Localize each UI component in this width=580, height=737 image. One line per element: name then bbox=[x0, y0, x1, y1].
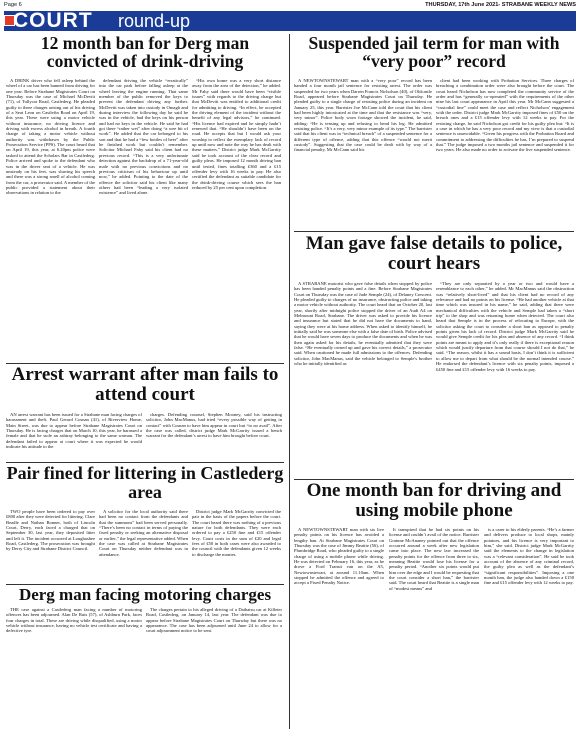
headline-suspended-jail: Suspended jail term for man with “very poor” record bbox=[308, 33, 560, 72]
section-title: COURT bbox=[13, 9, 93, 32]
column-divider bbox=[289, 34, 290, 729]
headline-drink-driving: 12 month ban for Derg man convicted of drink-driving bbox=[40, 33, 250, 72]
section-banner bbox=[4, 11, 576, 31]
body-suspended-jail-col2: client had been working with Probation Services. Three charges of breaching a combination order were also brought before the court. The court heard Nicholson has now completed the community service of the order and has “generally co-operated” with the requirements of the other nine his last court appearance in April this year. Mr McCann suggested a “custodial fine” could meet the case and reflect Nicholson’ engagement with the order. District judge Mark McGarrity imposed fines of £50 on the breach ones and a £15 offender levy with 12 weeks to pay. For the resisting charge, he said Nicholson got credit for his guilty plea but: “It is a case in which he has a very poor record and my view is that a custodial sentence is unavoidable. “Given his progress with the Probation Board and commitment to addressing the difficulties he has, I’m prepared to suspend that.” The judge imposed a two months jail sentence and suspended it for two years. He also made no order to activate the live suspended sentence. bbox=[436, 78, 574, 153]
body-littering-col1: TWO people have been ordered to pay over £800 after they were detected for littering. Clare Beadle and Nathan Bonner, both of Lincoln Court, Derry, each faced a charged that on September 30, last year, they deposited litter and left it. The incident occurred at Loughashee Road, Castlederg. The prosecution was brought by Derry City and Strabane District Council. bbox=[6, 509, 95, 552]
body-false-details-col1: A STRABANE motorist who gave false details when stopped by police has been handed penalty points and a fine. Before Strabane Magistrates Court on Thursday was the case of Jude Semple (24), of Delaney Crescent. He pleaded guilty to charges of no insurance, obstructing police and taking a motor vehicle without authority. The court heard that on October 20, last year, shortly after midnight police stopped the driver of an Audi A4 on Melmount Road, Strabane. The driver was asked to provide his licence and insurance but stated that he did not have the documents to hand, saying they were at his home address. When asked to identify himself, he initially said he was someone else with a false date of birth. Police advised that he would have seven days to produce the documents and when he was then again asked for his details, he eventually admitted that they were false. “He eventually owned up and gave his correct details,” a prosecutor said. When cautioned he made full admissions to the offences. Defending solicitor, John MacManus, said the vehicle belonged to Semple's brother who he initially identified as bbox=[294, 281, 432, 367]
date-line: THURSDAY, 17th June 2021- STRABANE WEEKLY NEWS bbox=[425, 2, 576, 8]
body-motoring-col1: THE case against a Castlederg man facing a number of motoring offences has been adjourned. Alan De Ruis (57), of Ashburn Park, faces four charges in total. These are driving while disqualified, using a motor vehicle without insurance, having no vehicle test certificate and having a defective tyre. bbox=[6, 607, 142, 634]
headline-false-details: Man gave false details to police, court hears bbox=[305, 233, 563, 274]
body-driving-ban-col2: It transpired that he had six points on his license and couldn’t avail of the notice. Barrister Grainne McAnaney pointed out that the offence occurred around a week after new legislation came into place. The new law increased the penalty points for the offence from three to six, meaning Beattie would lose his license for a penalty period. “Another six points would put him over the edge and I would be requesting that the court consider a short ban,” the barrister said. The court heard that Beattie is a single man of “modest means” and bbox=[389, 527, 479, 591]
body-driving-ban-col1: A NEWTOWNSTEWART man with six live penalty points on his licence has avoided a lengthy ban. At Strabane Magistrates Court on Thursday was the case of Jimmy Beattie (56), of Plumbridge Road, who pleaded guilty to a single charge of using a mobile phone while driving. He was detected on February 16, this year, as he drove a Ford Transit van on the A5, Newtownstewart, at around 11.10am. When stopped he admitted the offence and agreed to accept a Fixed Penalty Notice. bbox=[294, 527, 384, 586]
body-suspended-jail-col1: A NEWTOWNSTEWART man with a “very poor” record has been handed a four month jail sentence for resisting arrest. The order was suspended for two years when Darren Francis Nicholson (40), of Oldcastle Road, appeared before Strabane Magistrates Court on Thursday. He pleaded guilty to a single charge of resisting police during an incident on January 25, this year. Barrister Joe McCann told the court that his client had been highly intoxicated at the time and that the resistance was “very, very minor”. Police body worn footage showed the incident, he said, adding: “He is tensing up and refusing to bend his leg. He admitted resisting police. “It’s a very, very minor example of its type.” The barrister said that his client was in “technical breach” of a suspended sentence for a different type of offence, adding that this offence “would not merit custody”. Suggesting that the case could be dealt with by way of a financial penalty, Mr McCann said his bbox=[294, 78, 432, 153]
body-drink-driving-col3: “His own home was a very short distance away from the area of the detection,” he added. Mr Fahy said there would have been “visible issues” with regards to the driving charge but that McDevitt was entitled to additional credit for admitting to driving. “In effect, he accepted the driving element of the incident without the benefit of any legal advisors,” he continued. “His licence had expired and he simply hadn’t renewed that. “He shouldn’t have been on the road. He accepts that but I would ask your worship to reflect the exemplary lack of record up until now and note the way he has dealt with these matters.” District judge Mark McGarrity said he took account of the clear record and guilty pleas. He imposed 12 month driving ban until tested, fines totalling £360 and a £15 offender levy with 16 weeks to pay. He also certified the defendant as suitable candidate for the drink-driving course which sees the ban reduced by 25 per cent upon completion. bbox=[192, 78, 281, 190]
page-number: Page 6 bbox=[4, 2, 22, 8]
body-driving-ban-col3: is a carer to his elderly parents. “He’s a farmer and delivers produce to local shops, mainly potatoes, and his licence is very important to him,” she said. District judge Mark McGarrity said the elements to the change in legislation was a “relevant consideration”. He said he took account of the absence of any criminal record, the guilty plea as well as the defendant’s “significant responsibilities”. Imposing a one month ban, the judge also handed down a £150 fine and £15 offender levy with 12 weeks to pay. bbox=[484, 527, 574, 586]
body-drink-driving-col2: defendant driving the vehicle “erratically” into the car park before falling asleep at the wheel leaving the engine running. That same member of the public removed the keys to prevent the defendant driving any further. McDevitt was taken into custody in Omagh and during interview the following day he said he was in the vehicle, had the keys on his person and had no keys in the vehicle. He said he had got there “rather wet” after doing “a wee bit of work”. He added that the car belonged to his son and that he had a “few bottles of beer” after he finished work but couldn’t remember. Solicitor Michael Fahy said his client had no previous record. “This is a very unfortunate detection against the backdrop of a 71-year-old male with no previous convictions and no previous criticism of his behaviour up until now,” he added. Pointing to the date of the offence the solicitor said his client like many others had been “leading a very isolated existence” and lived alone. bbox=[99, 78, 188, 196]
body-arrest-warrant-col1: AN arrest warrant has been issued for a Strabane man facing charges of harassment and theft. Paul Gerard Cosnan (41), of Riverview Home, Main Street, was due to appear before Strabane Magistrates Court on Thursday. He is facing charges that on March 10, this year, he harassed a female and that he stole an ashtray belonging to the same woman. The defendant failed to appear at court where it was expected he would indicate his attitude to the bbox=[6, 412, 142, 450]
body-false-details-col2: “They are only separated by a year or two and would have a resemblance to each other,” he added. Mr MacManus said the obstruction was “relatively short-lived” and that his client had no record of any relevance and had no points on his license. “He had another vehicle at that time which was insured in his name,” he said, adding that there were mechanical difficulties with the vehicle and Semple had taken a “short trip” to the shop and was returning home when detected. The court also heard that Semple is in the process of relocating to Europe, with the solicitor asking the court to consider a short ban as opposed to penalty points given his lack of record. District judge Mark McGarrity said he would give Semple credit for his plea and absence of any record. “I think points are meant to apply and it’s only really if there is exceptional reason which would justify departure from that course should I not do that,” he said. “The reason, whilst it has a sound basis, I don’t think it is sufficient to allow me to depart from what should be the normal intended course.” He endorsed the defendant’s licence with six penalty points, imposed a £450 fine and £15 offender levy with 16 weeks to pay. bbox=[436, 281, 574, 372]
body-littering-col3: District judge Mark McGarrity convicted the pair in the basis of the papers before the court. The court heard there was nothing of a previous nature for both defendants. They were each ordered to pay a £250 fine and £15 offender levy. Court costs in the sum of £20 and legal fees of £50 in both cases were also awarded to the council with the defendants given 12 weeks to discharge the monies. bbox=[192, 509, 281, 557]
headline-driving-ban-mobile: One month ban for driving and using mobile phone bbox=[306, 480, 562, 521]
body-motoring-col2: The charges pertain to his alleged driving of a Daihatsu car at Killeter Road, Castlederg, on January 14, last year. The defendant was due to appear before Strabane Magistrates Court on Thursday but there was no appearance. The case has been adjourned until June 24 to allow for a court adjournment notice to be sent. bbox=[146, 607, 282, 634]
headline-littering: Pair fined for littering in Castlederg area bbox=[6, 463, 284, 502]
section-divider bbox=[294, 231, 574, 232]
body-drink-driving-col1: A DRINK driver who fell asleep behind the wheel of a car has been banned from driving for one year. Before Strabane Magistrates Court on Thursday was the case of Michael McDevitt (71), of Tullycar Road, Castlederg. He pleaded guilty to three charges arising out of his driving of a Seat Leon on Castlefin Road on April 19, this year. These were using a motor vehicle without insurance, no driving licence and driving with excess alcohol in breath. A fourth charge of taking a motor vehicle without authority was withdrawn by the Public Prosecution Service (PPS). The court heard that on April 19, this year, at 6.20pm police were tasked to attend the Scholars Bar in Castlederg. Police arrived and spoke to the defendant who was in the driver seat of a vehicle. He was unsteady on his feet, was slurring his speech and there was a strong smell of alcohol coming from the car, a prosecutor said. A member of the public provided a statement about their observations in relation to the bbox=[6, 78, 95, 196]
section-subtitle: round-up bbox=[118, 11, 191, 31]
body-arrest-warrant-col2: charges. Defending counsel, Stephen Mooney, said his instructing solicitor, John MacManus, had tried “every possible way of getting in contact” with Cosnan to have him appear in court but “to no avail”. After the case was called, district judge Mark McGarrity issued a bench warrant for the defendant’s arrest to have him brought before court. bbox=[146, 412, 282, 439]
headline-arrest-warrant: Arrest warrant after man fails to attend court bbox=[11, 364, 279, 405]
headline-motoring-charges: Derg man facing motoring charges bbox=[18, 585, 272, 604]
body-littering-col2: A solicitor for the local authority said there had been no contact from the defendants and that the summons” had been served personally. “There’s been no contact in terms of paying the fixed penalty or seeking an alternative disposal or earlier,” the legal representative added. When the case was called at Strabane Magistrates Court on Thursday neither defendant was in attendance. bbox=[99, 509, 188, 557]
